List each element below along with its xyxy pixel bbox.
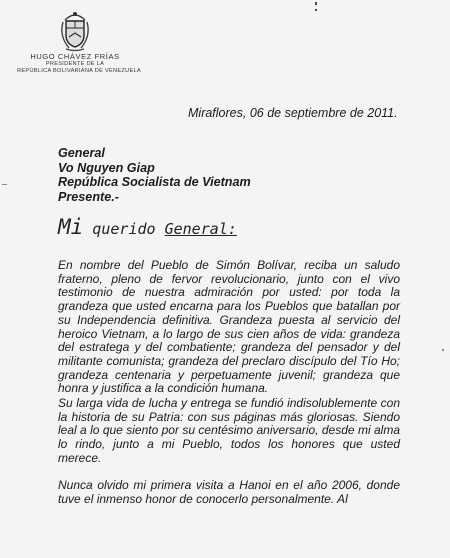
salutation-word-general: General: [164,220,237,238]
addressee-name: Vo Nguyen Giap [58,160,155,175]
scan-mark [315,2,317,5]
letterhead-country: REPÚBLICA BOLIVARIANA DE VENEZUELA [17,68,141,74]
coat-of-arms-icon [57,8,93,52]
scan-mark [442,349,444,351]
date-line: Miraflores, 06 de septiembre de 2011. [188,106,398,120]
letterhead-name: HUGO CHÁVEZ FRÍAS [30,52,120,61]
letterhead [0,52,150,75]
addressee-presente: Presente.- [58,189,119,204]
handwritten-salutation [58,215,237,239]
scan-mark [315,9,317,11]
salutation-word-querido: querido [92,220,156,238]
addressee-block [58,146,251,204]
addressee-rank: General [58,146,105,160]
paragraph-1: En nombre del Pueblo de Simón Bolívar, reciba un saludo fraterno, pleno de fervor revolucionario, junto con el vivo testimonio de nuestra admiración por usted: por toda la grandeza que usted encarna para los Pueblos que batallan por su Independencia definitiva. Grandeza puesta al servicio del heroico Vietnam, a lo largo de sus cien años de vida: grandeza del estratega y del combatiente; grandeza del pensador y del militante comunista; grandeza del preclaro discípulo del Tío Ho; grandeza centenaria y perpetuamente juvenil; grandeza que honra y justifica a la condición humana. [58,258,400,396]
salutation-word-mi: Mi [58,215,84,239]
addressee-country: República Socialista de Vietnam [58,175,251,190]
letterhead-title: PRESIDENTE DE LA [45,61,105,67]
paragraph-3: Nunca olvido mi primera visita a Hanoi en el año 2006, donde tuve el inmenso honor de conocerlo personalmente. Al [58,478,400,506]
paragraph-2: Su larga vida de lucha y entrega se fundió indisolublemente con la historia de su Patria: con sus páginas más gloriosas. Siendo leal a lo que siento por su centésimo aniversario, desde mi alma lo rindo, junto a mi Pueblo, todos los honores que usted merece. [58,396,400,465]
scan-mark [2,184,7,185]
